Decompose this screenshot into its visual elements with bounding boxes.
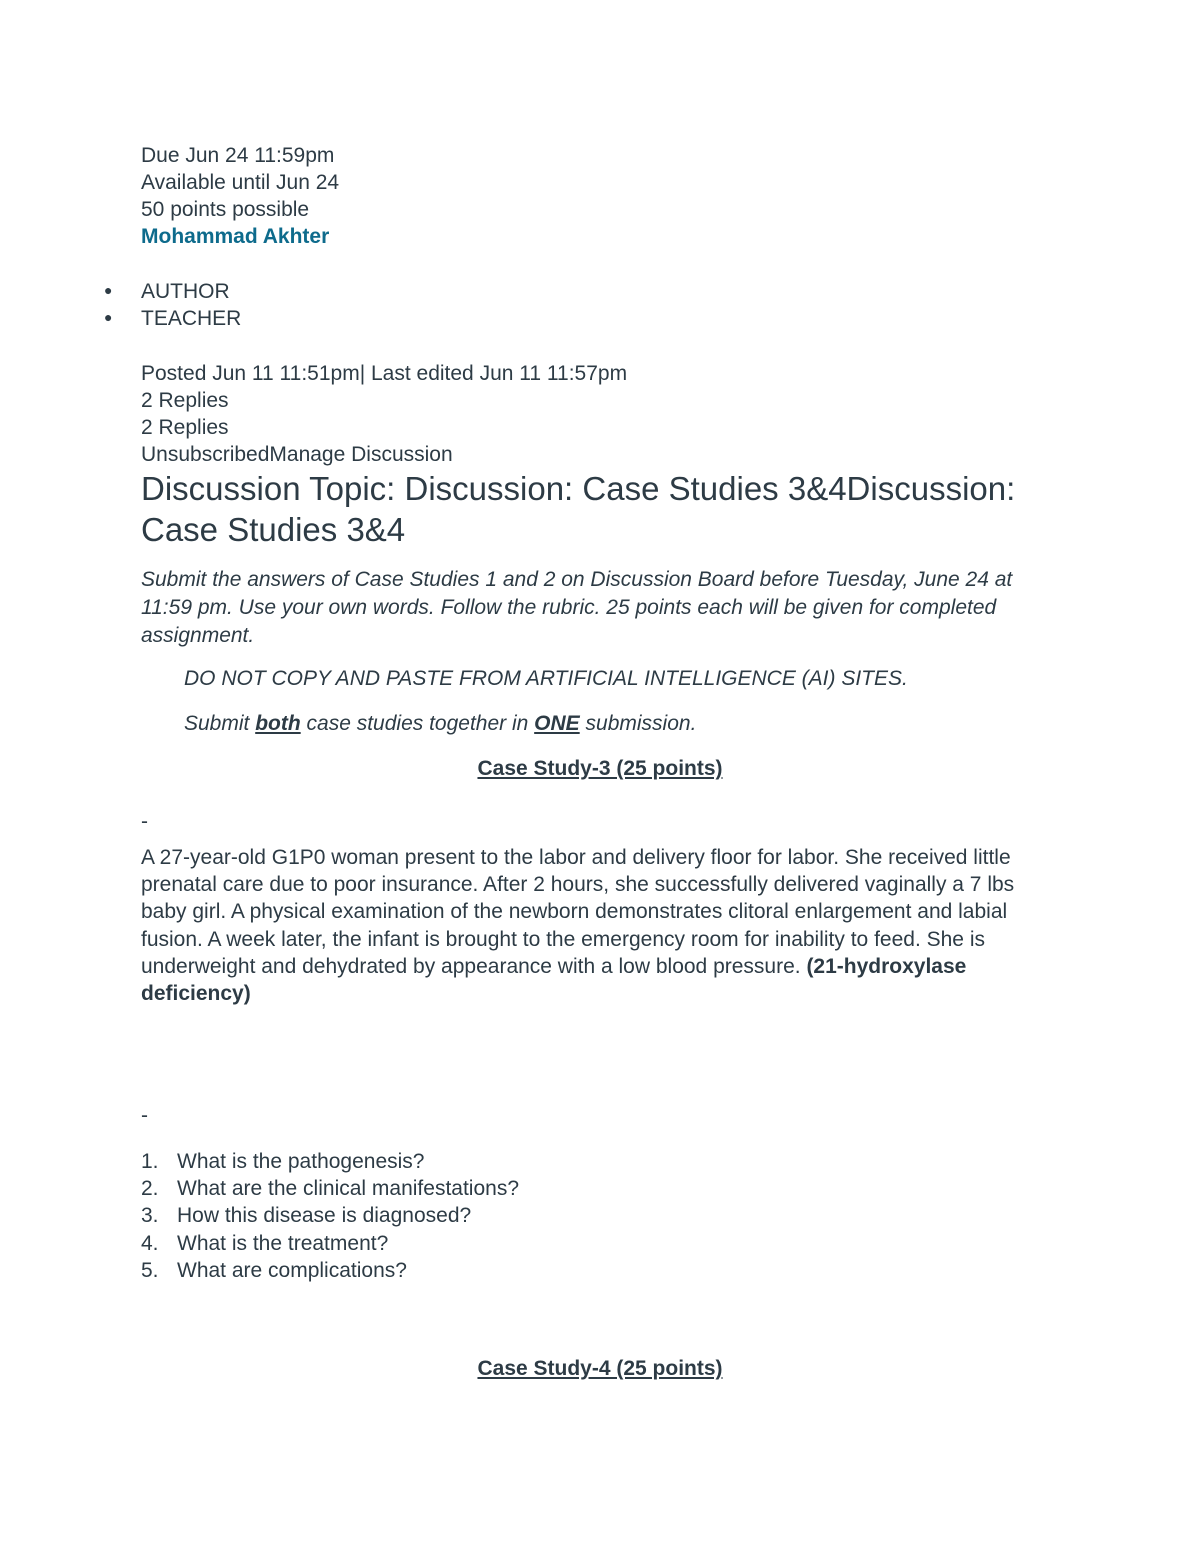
question-text: What are complications?: [177, 1258, 407, 1282]
list-number: 5.: [141, 1258, 159, 1282]
bullet-icon: ●: [104, 309, 113, 325]
role-author: AUTHOR: [141, 280, 230, 303]
posted-info: Posted Jun 11 11:51pm| Last edited Jun 11 11:57pm: [141, 362, 628, 385]
replies-count-secondary: 2 Replies: [141, 416, 229, 439]
question-text: What is the pathogenesis?: [177, 1150, 425, 1173]
list-number: 4.: [141, 1231, 159, 1255]
role-teacher: TEACHER: [141, 307, 242, 330]
submission-note-one: ONE: [534, 712, 580, 735]
case-study-4-heading: Case Study-4 (25 points): [477, 1357, 723, 1380]
separator-dash: -: [141, 1104, 148, 1127]
separator-dash: -: [141, 810, 148, 833]
submission-note-both: both: [255, 712, 301, 735]
case-study-3-heading: Case Study-3 (25 points): [477, 757, 723, 780]
list-item: [141, 1257, 519, 1284]
case-study-3-text: [141, 844, 1046, 1007]
question-text: How this disease is diagnosed?: [177, 1204, 472, 1228]
question-text: What are the clinical manifestations?: [177, 1177, 519, 1201]
list-number: 2.: [141, 1177, 159, 1201]
assignment-instructions: Submit the answers of Case Studies 1 and 2 on Discussion Board before Tuesday, June 24 at 11:59 pm. Use your own words. Follow the rubric. 25 points each will be given for completed assignment.: [141, 568, 1013, 647]
question-text: What is the treatment?: [177, 1231, 389, 1255]
list-item: [141, 1202, 519, 1229]
list-number: 3.: [141, 1204, 159, 1228]
due-date: Due Jun 24 11:59pm: [141, 144, 335, 167]
bullet-icon: ●: [104, 282, 113, 298]
points-possible: 50 points possible: [141, 198, 310, 221]
replies-count: 2 Replies: [141, 389, 229, 412]
ai-warning: DO NOT COPY AND PASTE FROM ARTIFICIAL INTELLIGENCE (AI) SITES.: [184, 667, 908, 690]
page-title: Discussion Topic: Discussion: Case Studies 3&4Discussion: Case Studies 3&4: [141, 470, 1016, 548]
submission-note-post: submission.: [579, 712, 697, 735]
list-item: [141, 1175, 519, 1202]
manage-discussion-button[interactable]: Manage Discussion: [269, 443, 453, 466]
submission-note: [184, 710, 696, 737]
list-number: 1.: [141, 1150, 159, 1173]
list-item: [141, 1148, 519, 1175]
submission-note-mid: case studies together in: [300, 712, 535, 735]
question-list: [141, 1148, 519, 1284]
author-name-link[interactable]: Mohammad Akhter: [141, 225, 330, 248]
discussion-actions: [141, 441, 453, 468]
subscribe-toggle[interactable]: Unsubscribed: [141, 443, 270, 466]
list-item: [141, 1230, 519, 1257]
submission-note-pre: Submit: [184, 712, 256, 735]
case-study-3-description: A 27-year-old G1P0 woman present to the labor and delivery floor for labor. She received little prenatal care due to poor insurance. After 2 hours, she successfully delivered vaginally a 7 lbs baby girl. A physical examination of the newborn demonstrates clitoral enlargement and labial fusion. A week later, the infant is brought to the emergency room for inability to feed. She is underweight and dehydrated by appearance with a low blood pressure.: [141, 846, 1015, 978]
availability: Available until Jun 24: [141, 171, 340, 194]
case-study-3-diagnosis: (21-hydroxylase deficiency): [141, 954, 967, 1006]
